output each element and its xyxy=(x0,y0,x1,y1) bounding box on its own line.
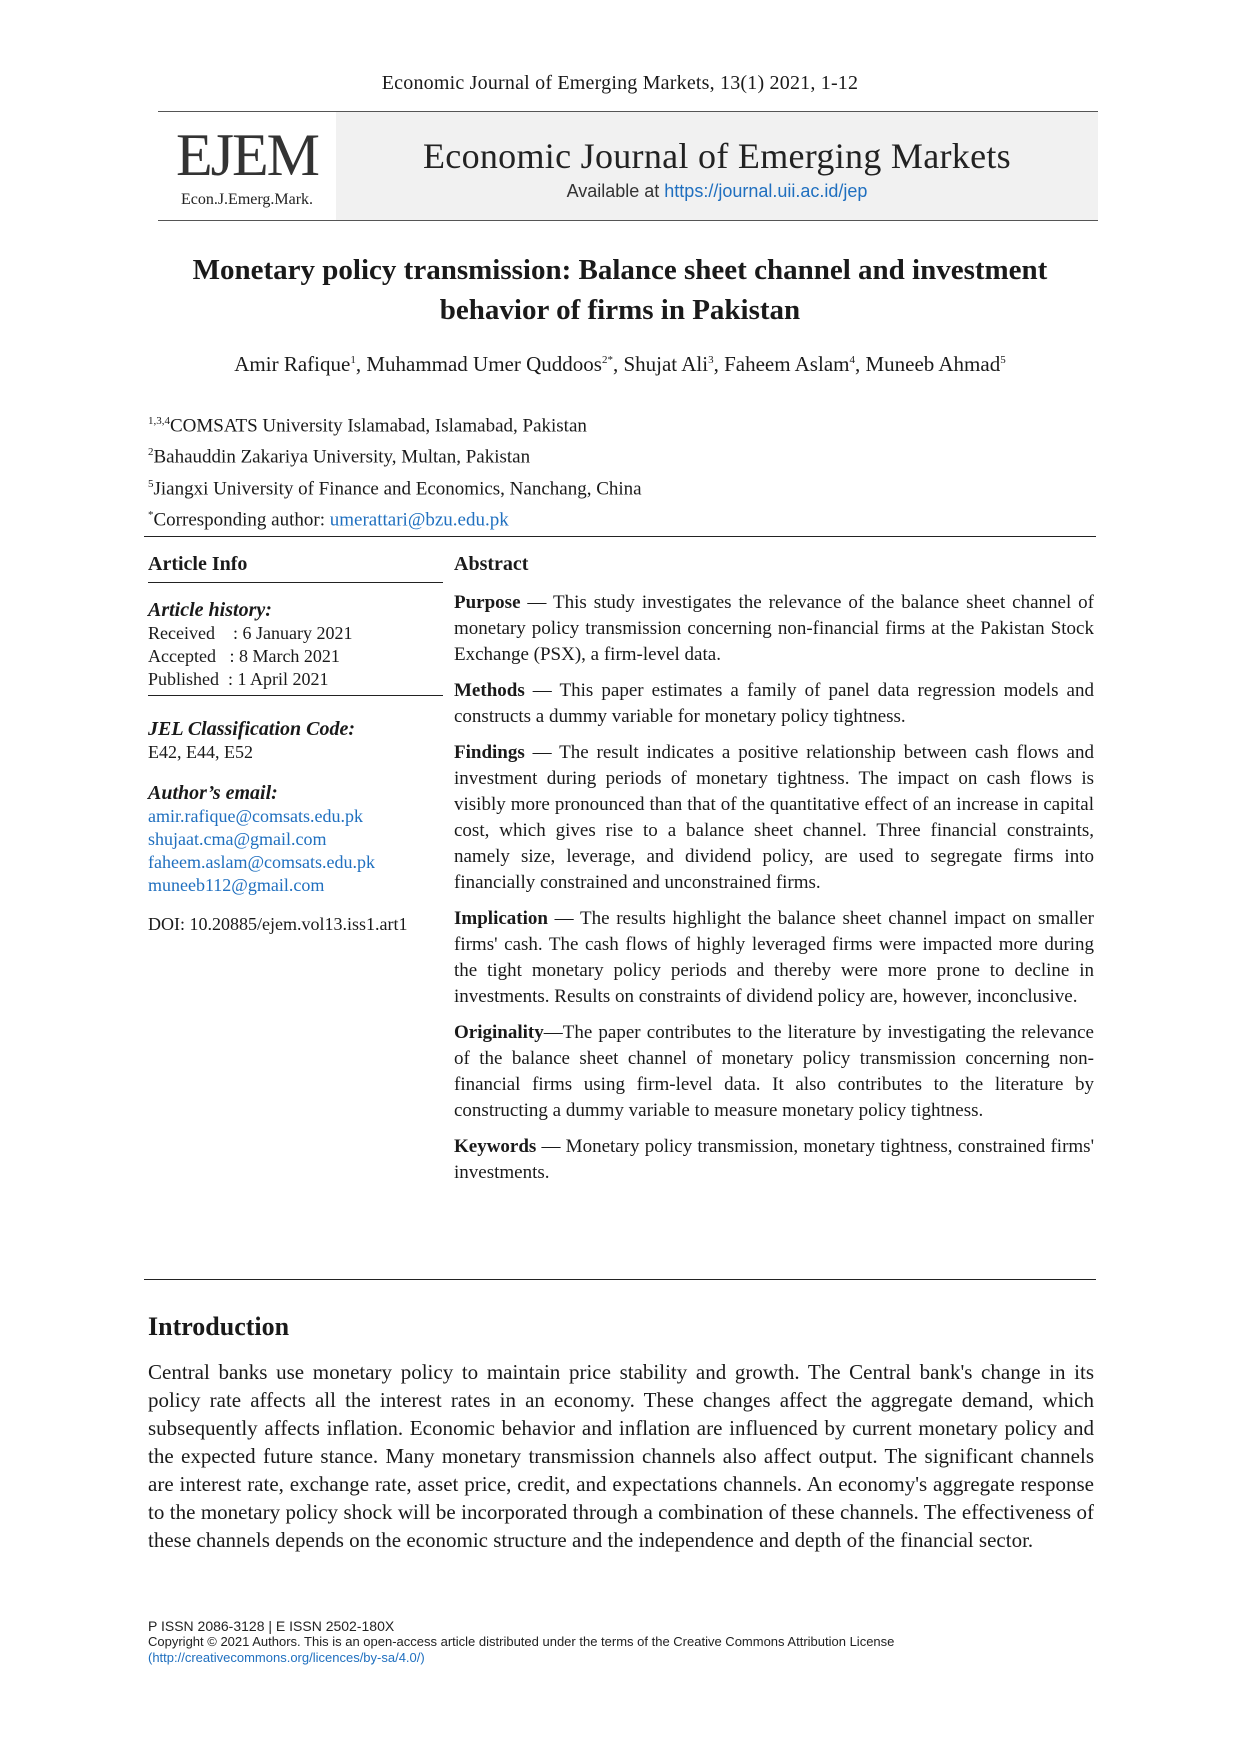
author-email-link[interactable]: faheem.aslam@comsats.edu.pk xyxy=(148,852,376,872)
section-divider-bottom xyxy=(144,1279,1096,1280)
journal-url-link[interactable]: https://journal.uii.ac.id/jep xyxy=(664,180,868,201)
journal-logo xyxy=(158,112,336,220)
abstract-originality: Originality—The paper contributes to the literature by investigating the relevance of the balance sheet channel of monetary policy transmission concerning non-financial firms using firm-level data. It also contributes to the literature by constructing a dummy variable to measure monetary policy tightness. xyxy=(454,1022,1094,1121)
affiliation-line xyxy=(148,408,1048,439)
article-info-heading: Article Info xyxy=(148,553,248,575)
history-divider xyxy=(148,695,443,696)
running-head: Economic Journal of Emerging Markets, 13(1) 2021, 1-12 xyxy=(381,72,859,94)
affiliation-mark: 5 xyxy=(148,477,154,490)
author-name: Shujat Ali xyxy=(623,352,709,376)
issn-line: P ISSN 2086-3128 | E ISSN 2502-180X xyxy=(148,1618,395,1634)
abstract-findings: Findings — The result indicates a positive relationship between cash flows and investment during periods of monetary tightness. The impact on cash flows is visibly more pronounced than that of the quantitative effect of an increase in capital cost, which gives rise to a balance sheet channel. Three financial constraints, namely size, leverage, and dividend policy, are used to segregate firms into financially constrained and unconstrained firms. xyxy=(454,742,1094,893)
page-footer xyxy=(148,1618,1108,1666)
abstract-keywords: Keywords — Monetary policy transmission, monetary tightness, constrained firms' investments. xyxy=(454,1136,1094,1183)
history-accepted: Accepted : 8 March 2021 xyxy=(148,646,340,666)
author-name: Amir Rafique xyxy=(234,352,351,376)
author-email-link[interactable]: muneeb112@gmail.com xyxy=(148,875,325,895)
author-name: Muhammad Umer Quddoos xyxy=(366,352,602,376)
article-info-divider xyxy=(148,582,443,583)
abstract-text: The results highlight the balance sheet channel impact on smaller firms' cash. The cash flows of highly leveraged firms were impacted more during the tight monetary policy periods and thereby were more prone to decline in investments. Results on constraints of dividend policy are, however, inconclusive. xyxy=(454,908,1094,1007)
masthead-banner xyxy=(336,112,1098,220)
journal-name: Economic Journal of Emerging Markets xyxy=(423,135,1011,176)
abstract-methods: Methods — This paper estimates a family of panel data regression models and constructs a dummy variable for monetary policy tightness. xyxy=(454,680,1094,727)
abstract-text: This study investigates the relevance of the balance sheet channel of monetary policy transmission concerning non-financial firms at the Pakistan Stock Exchange (PSX), a firm-level data. xyxy=(454,592,1094,665)
article-history-title: Article history: xyxy=(148,599,272,621)
paper-title: Monetary policy transmission: Balance sheet channel and investment behavior of firms in Pakistan xyxy=(192,254,1048,326)
author-affil-mark: 2* xyxy=(601,354,613,366)
abstract-heading: Abstract xyxy=(454,553,529,575)
affiliation-mark: 1,3,4 xyxy=(148,415,170,427)
copyright-line: Copyright © 2021 Authors. This is an open-access article distributed under the terms of the Creative Commons Attribution License xyxy=(148,1634,895,1649)
author-affil-mark: 5 xyxy=(1000,354,1006,366)
abstract-purpose: Purpose — This study investigates the relevance of the balance sheet channel of monetary policy transmission concerning non-financial firms at the Pakistan Stock Exchange (PSX), a firm-level data. xyxy=(454,592,1094,665)
corresponding-author-label: Corresponding author: xyxy=(153,509,330,531)
author-affil-mark: 3 xyxy=(708,354,714,366)
affiliation-mark: 2 xyxy=(148,446,154,459)
abstract-label: Originality xyxy=(454,1022,544,1043)
affiliation-text: Jiangxi University of Finance and Economics, Nanchang, China xyxy=(153,477,642,499)
affiliation-line xyxy=(148,439,1048,470)
jel-title: JEL Classification Code: xyxy=(148,718,356,740)
author-list: Amir Rafique$^1$, Muhammad Umer Quddoos$^{2*}$, Shujat Ali$^3$, Faheem Aslam$^4$, Muneeb Ahmad$^5$ xyxy=(234,352,1006,376)
availability-line xyxy=(567,181,868,202)
corresponding-email-link[interactable]: umerattari@bzu.edu.pk xyxy=(329,509,509,531)
author-email-title: Author’s email: xyxy=(148,782,278,804)
abstract-label: Keywords xyxy=(454,1136,537,1157)
abstract-implication: Implication — The results highlight the balance sheet channel impact on smaller firms' cash. The cash flows of highly leveraged firms were impacted more during the tight monetary policy periods and thereby were more prone to decline in investments. Results on constraints of dividend policy are, however, inconclusive. xyxy=(454,908,1094,1007)
affiliation-line xyxy=(148,471,1048,502)
history-received: Received : 6 January 2021 xyxy=(148,623,353,643)
affiliation-text: COMSATS University Islamabad, Islamabad, Pakistan xyxy=(170,415,587,437)
abstract-label: Implication xyxy=(454,908,548,929)
affiliation-text: Bahauddin Zakariya University, Multan, Pakistan xyxy=(153,446,531,468)
history-published: Published : 1 April 2021 xyxy=(148,669,329,689)
author-name: Muneeb Ahmad xyxy=(865,352,1001,376)
author-affil-mark: 4 xyxy=(849,354,855,366)
logo-subtitle: Econ.J.Emerg.Mark. xyxy=(180,191,314,208)
journal-masthead xyxy=(158,111,1098,221)
corresponding-author-line xyxy=(148,502,1048,533)
abstract-text: This paper estimates a family of panel data regression models and constructs a dummy variable for monetary policy tightness. xyxy=(454,680,1094,727)
abstract-text: Monetary policy transmission, monetary tightness, constrained firms' investments. xyxy=(454,1136,1094,1183)
logo-mark: EJEM xyxy=(176,122,318,188)
affiliation-mark: * xyxy=(148,508,154,521)
introduction-body: Central banks use monetary policy to maintain price stability and growth. The Central bank's change in its policy rate affects all the interest rates in an economy. These changes affect the aggregate demand, which subsequently affects inflation. Economic behavior and inflation are influenced by current monetary policy and the expected future stance. Many monetary transmission channels also affect output. The significant channels are interest rate, exchange rate, asset price, credit, and expectations channels. An economy's aggregate response to the monetary policy shock will be incorporated through a combination of these channels. The effectiveness of these channels depends on the economic structure and the independence and depth of the financial sector. xyxy=(148,1360,1094,1552)
doi: DOI: 10.20885/ejem.vol13.iss1.art1 xyxy=(148,914,408,934)
author-email-link[interactable]: shujaat.cma@gmail.com xyxy=(148,829,327,849)
article-info-column xyxy=(148,553,443,936)
abstract-column xyxy=(454,553,1094,1196)
availability-prefix: Available at xyxy=(566,180,665,201)
author-email-link[interactable]: amir.rafique@comsats.edu.pk xyxy=(148,806,364,826)
abstract-text: The paper contributes to the literature by investigating the relevance of the balance sheet channel of monetary policy transmission concerning non-financial firms using firm-level data. It also contributes to the literature by constructing a dummy variable to measure monetary policy tightness. xyxy=(454,1022,1094,1121)
author-affil-mark: 1 xyxy=(350,354,356,366)
author-name: Faheem Aslam xyxy=(724,352,850,376)
section-divider-top xyxy=(144,536,1096,537)
abstract-text: The result indicates a positive relationship between cash flows and investment during periods of monetary tightness. The impact on cash flows is visibly more pronounced than that of the quantitative effect of an increase in capital cost, which gives rise to a balance sheet channel. Three financial constraints, namely size, leverage, and dividend policy, are used to segregate firms into financially constrained and unconstrained firms. xyxy=(454,742,1094,893)
affiliations xyxy=(148,408,1048,533)
abstract-label: Purpose xyxy=(454,592,521,613)
license-link[interactable]: (http://creativecommons.org/licences/by-sa/4.0/) xyxy=(148,1650,425,1665)
jel-codes: E42, E44, E52 xyxy=(148,742,253,762)
introduction-heading: Introduction xyxy=(148,1312,290,1341)
abstract-label: Findings xyxy=(454,742,525,763)
abstract-label: Methods xyxy=(454,680,525,701)
